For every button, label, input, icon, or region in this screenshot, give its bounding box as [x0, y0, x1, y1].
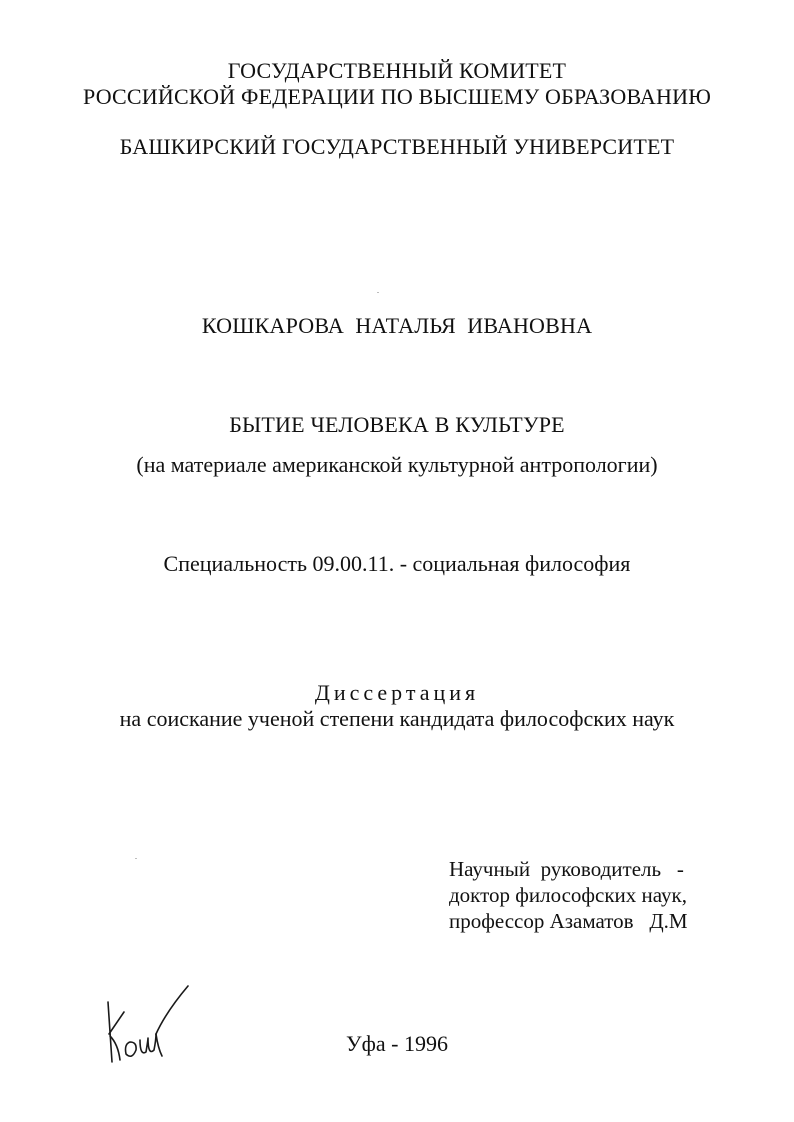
- scan-speck: [377, 292, 379, 293]
- dissertation-title: БЫТИЕ ЧЕЛОВЕКА В КУЛЬТУРЕ: [229, 412, 565, 437]
- dissertation-subtitle: (на материале американской культурной антропологии): [136, 452, 658, 477]
- supervisor-line-2: доктор философских наук,: [449, 883, 687, 907]
- specialty-line: Специальность 09.00.11. - социальная философия: [163, 551, 631, 576]
- scan-speck: [135, 858, 137, 859]
- degree-purpose: на соискание ученой степени кандидата философских наук: [119, 706, 675, 731]
- supervisor-line-1: Научный руководитель -: [449, 857, 684, 881]
- place-year: Уфа - 1996: [346, 1031, 448, 1056]
- supervisor-block: [449, 856, 749, 934]
- committee-line-2: РОССИЙСКОЙ ФЕДЕРАЦИИ ПО ВЫСШЕМУ ОБРАЗОВАНИЮ: [82, 84, 712, 109]
- university-name: БАШКИРСКИЙ ГОСУДАРСТВЕННЫЙ УНИВЕРСИТЕТ: [119, 134, 675, 159]
- committee-line-1: ГОСУДАРСТВЕННЫЙ КОМИТЕТ: [227, 58, 567, 83]
- supervisor-line-3: профессор Азаматов Д.М: [449, 909, 688, 933]
- author-name: КОШКАРОВА НАТАЛЬЯ ИВАНОВНА: [201, 313, 593, 338]
- handwritten-signature: [100, 982, 190, 1072]
- dissertation-label: Диссертация: [314, 680, 480, 705]
